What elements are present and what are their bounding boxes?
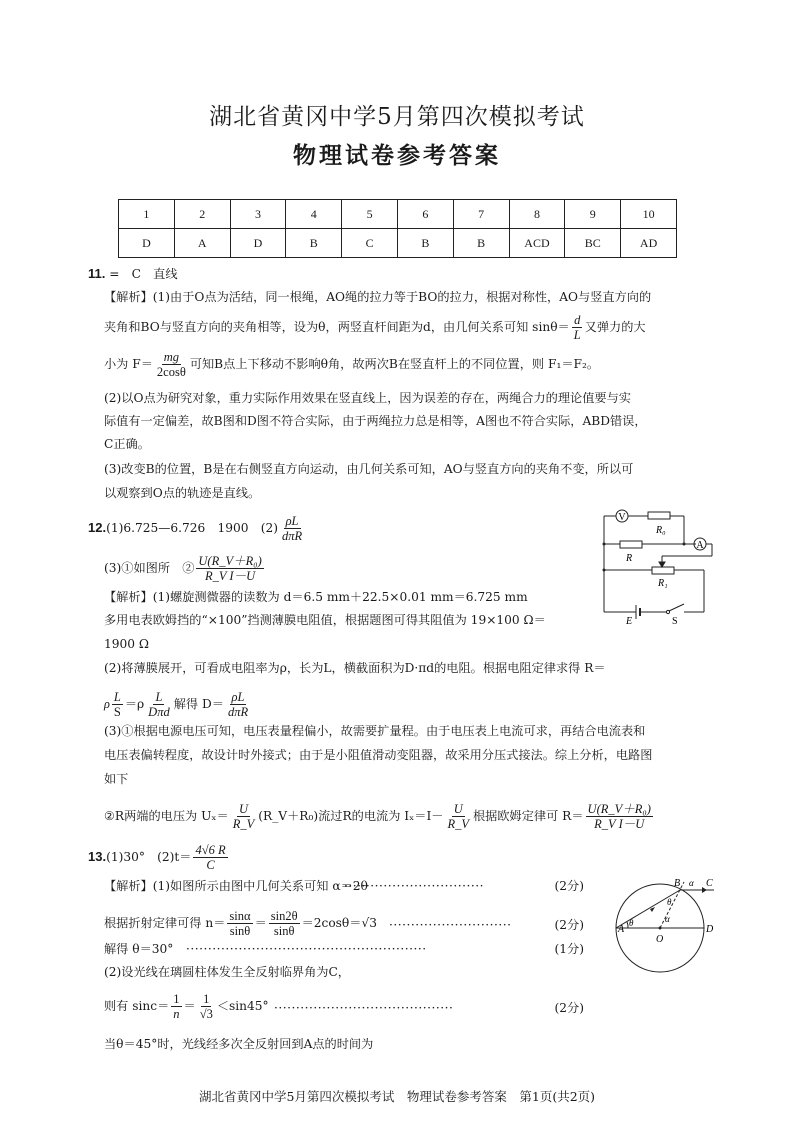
table-cell: 1: [119, 200, 175, 229]
switch-label: S: [672, 616, 678, 624]
q11-analysis-line: (2)以O点为研究对象，重力实际作用效果在竖直线上，因为误差的存在，两绳合力的理论值要与实: [104, 391, 631, 405]
text: 夹角和BO与竖直方向的夹角相等，设为θ，两竖直杆间距为d，由几何关系可知 sinθ＝: [104, 320, 570, 334]
numerator: U: [453, 802, 463, 816]
r-label: R: [626, 553, 633, 564]
q11-analysis-line: 以观察到O点的轨迹是直线。: [104, 486, 261, 500]
text: 解得 θ＝30°: [104, 942, 174, 956]
q11-analysis-line: C正确。: [104, 437, 150, 451]
ammeter-label: A: [696, 540, 704, 551]
fraction: [227, 909, 252, 938]
battery-label: E: [626, 616, 633, 624]
table-cell: 2: [174, 200, 230, 229]
text: 根据折射定律可得 n＝: [104, 916, 226, 930]
text: 则有 sinc＝: [104, 999, 170, 1013]
table-cell: 10: [621, 200, 677, 229]
denominator: √3: [199, 1007, 213, 1021]
fraction: [226, 690, 250, 719]
leader-dots: ····························: [389, 918, 512, 932]
q12-analysis-line: [104, 802, 655, 831]
fraction: [155, 350, 188, 379]
denominator: R_V: [232, 817, 255, 831]
score: (2分): [554, 1001, 584, 1015]
text: 又弹力的大: [584, 320, 646, 334]
table-cell: C: [342, 229, 398, 258]
q13-analysis-line: [104, 909, 584, 938]
angle-theta-label: θ: [629, 918, 634, 928]
text: ＜sin45°: [216, 999, 269, 1013]
q12-analysis-line: 1900 Ω: [104, 637, 149, 651]
fraction: [193, 843, 227, 872]
fraction: [171, 992, 181, 1021]
table-cell: 5: [342, 200, 398, 229]
table-cell: 3: [230, 200, 286, 229]
denominator: C: [206, 858, 215, 872]
numerator: mg: [163, 350, 179, 364]
table-cell: B: [286, 229, 342, 258]
text: ＝2cosθ＝√3: [301, 916, 377, 930]
document-subtitle: 物理试卷参考答案: [293, 143, 501, 169]
answer-row: [119, 229, 677, 258]
fraction: [198, 992, 215, 1021]
table-cell: BC: [565, 229, 621, 258]
question-number: 13.: [88, 849, 107, 864]
q13-analysis-line: [104, 878, 584, 894]
q13-answer-line: [88, 843, 230, 872]
numerator: U: [238, 802, 249, 816]
table-cell: B: [453, 229, 509, 258]
q11-answer: [88, 266, 178, 282]
text: (3)①如图所 ②: [104, 561, 195, 575]
numerator: sin2θ: [270, 909, 298, 923]
table-cell: 9: [565, 200, 621, 229]
denominator: R_V: [447, 817, 469, 831]
numerator: U(R_V＋R₀): [587, 802, 651, 816]
denominator: dπR: [281, 529, 303, 543]
text: (1)30° (2)t＝: [106, 850, 192, 864]
q11-analysis-line: [104, 313, 646, 342]
point-d-label: D: [706, 924, 714, 935]
table-cell: 8: [509, 200, 565, 229]
q11-analysis-line: 际值有一定偏差，故B图和D图不符合实际，由于两绳拉力总是相等，A图也不符合实际，ABD错误，: [104, 414, 647, 428]
q12-analysis-line: 电压表偏转程度，故设计时外接式；由于是小阻值滑动变阻器，故采用分压式接法。综上分析，电路图: [104, 748, 653, 762]
fraction: [146, 690, 172, 719]
score: (2分): [554, 918, 584, 932]
text: 小为 F＝: [104, 357, 153, 371]
fraction: [269, 909, 300, 938]
table-cell: D: [119, 229, 175, 258]
circuit-diagram: [596, 506, 714, 624]
denominator: sinθ: [273, 924, 295, 938]
denominator: Dπd: [148, 705, 170, 719]
denominator: n: [173, 1007, 180, 1021]
angle-theta-label: θ: [667, 897, 672, 907]
numerator: L: [155, 690, 163, 704]
fraction: [112, 690, 123, 719]
question-number: 12.: [88, 520, 107, 535]
numerator: L: [113, 690, 121, 704]
fraction: [572, 313, 583, 342]
text: ＝ρ: [124, 697, 145, 711]
text: 解得 D＝: [173, 697, 224, 711]
exam-title: 湖北省黄冈中学5月第四次模拟考试: [209, 104, 585, 130]
numerator: 4√6 R: [195, 843, 226, 857]
numerator: U(R_V＋R₀): [198, 554, 262, 568]
q12-analysis-line: 【解析】(1)螺旋测微器的读数为 d＝6.5 mm＋22.5×0.01 mm＝6.725 mm: [104, 590, 528, 604]
numerator: d: [574, 313, 581, 327]
angle-alpha-label: α: [689, 878, 694, 888]
q12-analysis-line: (3)①根据电源电压可知，电压表量程偏小，故需要扩量程。由于电压表上电流可求，再结合电流表和: [104, 724, 646, 738]
q13-analysis-line: 当θ＝45°时，光线经多次全反射回到A点的时间为: [104, 1037, 374, 1051]
q11-analysis-line: [104, 350, 599, 379]
denominator: dπR: [227, 705, 249, 719]
leader-dots: ·······················································: [186, 942, 427, 956]
table-cell: 4: [286, 200, 342, 229]
text: ＝: [183, 999, 196, 1013]
fraction: [280, 514, 304, 543]
denominator: L: [573, 328, 581, 342]
refraction-diagram: [598, 870, 720, 982]
denominator: R_V I－U: [205, 569, 256, 583]
point-a-label: A: [618, 924, 625, 935]
question-number-row: [119, 200, 677, 229]
text: 根据欧姆定律可 R＝: [472, 809, 584, 823]
fraction: [445, 802, 471, 831]
text: ρ: [104, 697, 110, 711]
analysis-label: 【解析】: [104, 290, 153, 304]
table-cell: ACD: [509, 229, 565, 258]
q13-analysis-line: (2)设光线在璃圆柱体发生全反射临界角为C，: [104, 965, 350, 979]
fraction: [231, 802, 257, 831]
point-c-label: C: [706, 878, 713, 889]
score: (2分): [554, 879, 584, 893]
q12-analysis-line: (2)将薄膜展开，可看成电阻率为ρ，长为L，横截面积为D·πd的电阻。根据电阻定律求得 R＝: [104, 661, 606, 675]
q13-analysis-line: [104, 992, 584, 1021]
point-b-label: B: [674, 878, 681, 889]
text: ②R两端的电压为 Uₓ＝: [104, 809, 229, 823]
answer-table: [118, 199, 677, 258]
q12-answer-line: [104, 554, 266, 583]
score: (1分): [554, 942, 584, 956]
q12-answer-line: [88, 514, 306, 543]
q12-analysis-line: [104, 690, 252, 719]
table-cell: B: [397, 229, 453, 258]
fraction: [196, 554, 263, 583]
point-o-label: O: [656, 934, 664, 945]
numerator: ρL: [285, 514, 299, 528]
numerator: sinα: [229, 909, 251, 923]
text: ＝: [254, 916, 267, 930]
fraction: [586, 802, 653, 831]
table-cell: AD: [621, 229, 677, 258]
leader-dots: ································: [344, 879, 484, 893]
q11-analysis-line: [104, 289, 651, 305]
denominator: sinθ: [229, 924, 251, 938]
question-number: 11.: [88, 266, 106, 281]
q12-analysis-line: 如下: [104, 772, 129, 786]
voltmeter-label: V: [618, 512, 626, 523]
r1-label: R₁: [658, 578, 668, 589]
q12-analysis-line: 多用电表欧姆挡的“×100”挡测薄膜电阻值，根据题图可得其阻值为 19×100 Ω＝: [104, 613, 546, 627]
text: 可知B点上下移动不影响θ角，故两次B在竖直杆上的不同位置，则 F₁＝F₂。: [189, 357, 600, 371]
numerator: 1: [173, 992, 180, 1006]
page-footer: 湖北省黄冈中学5月第四次模拟考试 物理试卷参考答案 第1页(共2页): [198, 1089, 596, 1104]
r0-label: R₀: [656, 525, 666, 536]
numerator: ρL: [231, 690, 245, 704]
angle-alpha-label: α: [665, 914, 670, 924]
text: (1)6.725—6.726 1900 (2): [106, 521, 278, 535]
text: (1)由于O点为活结，同一根绳，AO绳的拉力等于BO的拉力，根据对称性，AO与竖直方向的: [152, 290, 652, 304]
q13-analysis-line: [104, 941, 584, 957]
leader-dots: ·········································: [274, 1001, 454, 1015]
denominator: 2cosθ: [156, 365, 186, 379]
q11-analysis-line: (3)改变B的位置，B是在右侧竖直方向运动，由几何关系可知，AO与竖直方向的夹角不变，所以可: [104, 462, 634, 476]
table-cell: 6: [397, 200, 453, 229]
table-cell: D: [230, 229, 286, 258]
numerator: 1: [203, 992, 210, 1006]
answer-text: = C 直线: [109, 267, 178, 281]
table-cell: 7: [453, 200, 509, 229]
table-cell: A: [174, 229, 230, 258]
text: 【解析】(1)如图所示由图中几何关系可知 α＝2θ: [104, 879, 368, 893]
denominator: S: [113, 705, 121, 719]
denominator: R_V I－U: [594, 817, 645, 831]
text: (R_V＋R₀)流过R的电流为 Iₓ＝I－: [258, 809, 444, 823]
